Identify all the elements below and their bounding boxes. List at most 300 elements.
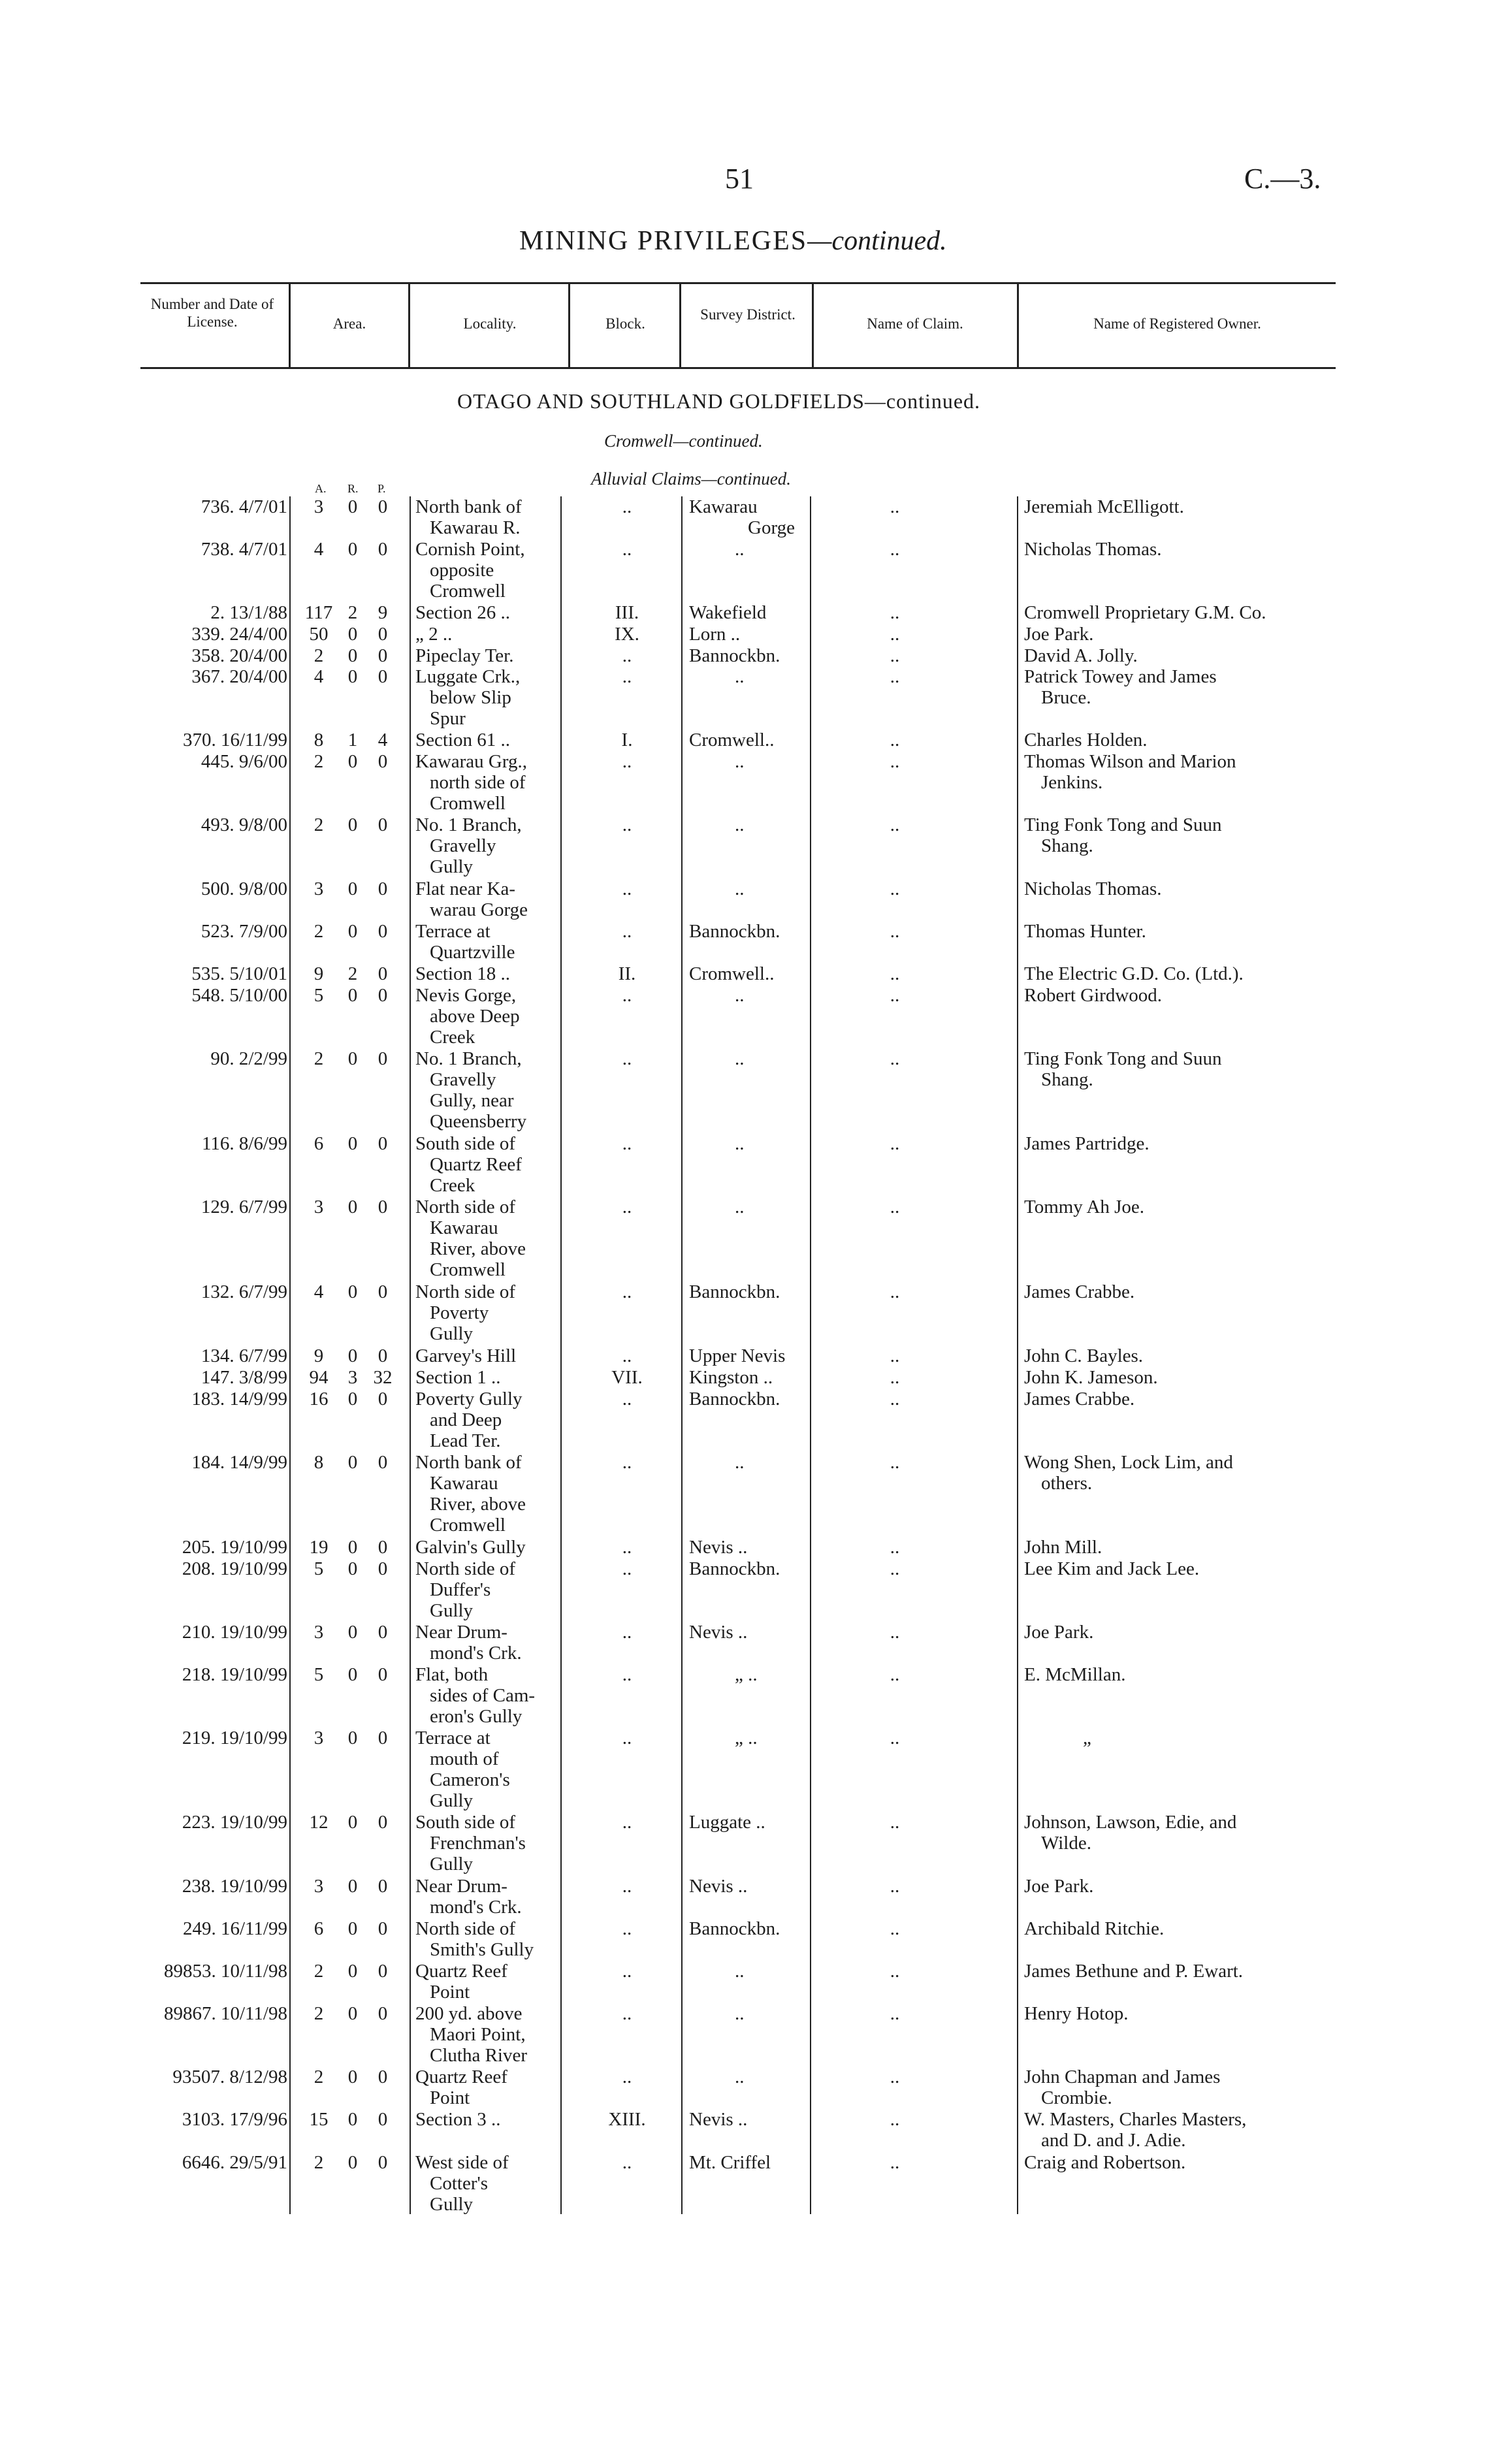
area-perches: 0 [378, 1281, 388, 1302]
area-acres: 15 [309, 2109, 329, 2130]
registered-owner [1024, 645, 1335, 666]
locality [415, 985, 558, 1048]
area-perches: 4 [378, 730, 388, 750]
locality-line: Lead Ter. [430, 1430, 501, 1451]
locality-line: Nevis Gorge, [415, 985, 517, 1006]
survey-district-line: Gorge [748, 517, 795, 538]
registered-owner [1024, 539, 1335, 560]
locality [415, 814, 558, 877]
block: .. [622, 1918, 632, 1939]
claim-name: .. [890, 666, 900, 687]
locality-line: Gully [430, 1600, 474, 1621]
area-roods: 0 [347, 496, 358, 517]
area-acres: 94 [309, 1367, 329, 1388]
locality-line: Section 61 .. [415, 730, 510, 750]
registered-owner [1024, 1389, 1335, 1409]
survey-district [689, 2152, 812, 2173]
claim-name: .. [890, 1537, 900, 1558]
registered-owner [1024, 496, 1335, 517]
locality-line: opposite [430, 560, 494, 581]
registered-owner [1024, 963, 1335, 984]
locality [415, 645, 558, 666]
area-acres: 3 [314, 878, 324, 899]
locality-line: and Deep [430, 1409, 502, 1430]
column-rule-area [289, 496, 291, 2214]
survey-district-line: Kingston .. [689, 1367, 773, 1388]
survey-district-line: Nevis .. [689, 1537, 748, 1558]
license-number-date: 210. 19/10/99 [182, 1622, 287, 1643]
locality [415, 730, 558, 750]
locality [415, 1812, 558, 1874]
area-acres: 16 [309, 1389, 329, 1409]
area-perches: 0 [378, 2152, 388, 2173]
locality-line: Frenchman's [430, 1833, 526, 1854]
owner-line: Jeremiah McElligott. [1024, 496, 1184, 517]
area-perches: 0 [378, 1537, 388, 1558]
survey-district [689, 1345, 812, 1366]
column-header-block: Block. [605, 315, 645, 332]
area-perches: 0 [378, 985, 388, 1006]
block: VII. [611, 1367, 643, 1388]
area-perches: 0 [378, 645, 388, 666]
locality [415, 539, 558, 602]
license-number-date: 358. 20/4/00 [191, 645, 287, 666]
page-title-text: MINING PRIVILEGES [519, 226, 808, 256]
locality-line: Creek [430, 1027, 475, 1048]
area-acres: 8 [314, 1452, 324, 1473]
locality-line: Gravelly [430, 1069, 496, 1090]
area-acres: 50 [309, 624, 329, 645]
survey-district [689, 539, 812, 560]
owner-line: Ting Fonk Tong and Suun [1024, 814, 1222, 835]
registered-owner [1024, 1918, 1335, 1939]
claim-name: .. [890, 751, 900, 772]
area-perches: 0 [378, 1918, 388, 1939]
locality-line: Cotter's [430, 2173, 488, 2194]
owner-line: Lee Kim and Jack Lee. [1024, 1558, 1200, 1579]
area-roods: 0 [347, 1558, 358, 1579]
claim-name: .. [890, 1622, 900, 1643]
claim-name: .. [890, 921, 900, 942]
registered-owner [1024, 1558, 1335, 1579]
area-roods: 0 [347, 921, 358, 942]
locality-line: sides of Cam- [430, 1685, 536, 1706]
owner-line: „ [1083, 1728, 1091, 1748]
locality-line: Gully [430, 1854, 474, 1874]
registered-owner [1024, 1133, 1335, 1154]
survey-district-line: .. [735, 1197, 745, 1217]
license-number-date: 223. 19/10/99 [182, 1812, 287, 1833]
locality-line: Near Drum- [415, 1622, 507, 1643]
owner-line: Shang. [1041, 1069, 1093, 1090]
locality-line: eron's Gully [430, 1706, 523, 1727]
area-roods: 0 [347, 539, 358, 560]
area-perches: 0 [378, 1664, 388, 1685]
locality-line: Queensberry [430, 1111, 527, 1132]
survey-district-line: .. [735, 814, 745, 835]
block: .. [622, 814, 632, 835]
locality-line: above Deep [430, 1006, 520, 1027]
claim-name: .. [890, 963, 900, 984]
locality [415, 1048, 558, 1132]
area-acres: 2 [314, 751, 324, 772]
registered-owner [1024, 2109, 1335, 2151]
area-roods: 0 [347, 1537, 358, 1558]
area-unit-acres: A. [315, 482, 327, 495]
license-number-date: 89867. 10/11/98 [163, 2003, 287, 2024]
survey-district-line: Mt. Criffel [689, 2152, 771, 2173]
locality-line: „ 2 .. [415, 624, 453, 645]
locality [415, 921, 558, 963]
survey-district-line: Upper Nevis [689, 1345, 786, 1366]
area-roods: 0 [347, 1876, 358, 1897]
block: .. [622, 1537, 632, 1558]
locality-line: Cromwell [430, 793, 506, 814]
registered-owner [1024, 1197, 1335, 1217]
block: IX. [615, 624, 639, 645]
claim-name: .. [890, 730, 900, 750]
claim-name: .. [890, 496, 900, 517]
owner-line: Thomas Hunter. [1024, 921, 1146, 942]
area-acres: 19 [309, 1537, 329, 1558]
document-code: C.—3. [1244, 163, 1321, 195]
owner-line: Robert Girdwood. [1024, 985, 1163, 1006]
registered-owner [1024, 1345, 1335, 1366]
area-perches: 0 [378, 1452, 388, 1473]
locality [415, 1367, 558, 1388]
locality-line: 200 yd. above [415, 2003, 523, 2024]
license-number-date: 339. 24/4/00 [191, 624, 287, 645]
claim-name: .. [890, 1345, 900, 1366]
block: .. [622, 2003, 632, 2024]
registered-owner [1024, 624, 1335, 645]
survey-district-line: .. [735, 1452, 745, 1473]
area-acres: 6 [314, 1133, 324, 1154]
area-acres: 2 [314, 2152, 324, 2173]
survey-district-line: Bannockbn. [689, 921, 780, 942]
locality-line: Luggate Crk., [415, 666, 521, 687]
license-number-date: 132. 6/7/99 [201, 1281, 287, 1302]
survey-district-line: .. [735, 666, 745, 687]
locality-line: Poverty [430, 1302, 489, 1323]
area-acres: 9 [314, 963, 324, 984]
area-perches: 0 [378, 666, 388, 687]
license-number-date: 238. 19/10/99 [182, 1876, 287, 1897]
area-acres: 2 [314, 645, 324, 666]
column-rule-survey [681, 496, 683, 2214]
area-roods: 0 [347, 1345, 358, 1366]
registered-owner [1024, 2067, 1335, 2108]
locality-line: Cornish Point, [415, 539, 525, 560]
locality-line: Quartz Reef [415, 2067, 507, 2087]
area-acres: 5 [314, 1558, 324, 1579]
locality-line: River, above [430, 1494, 526, 1515]
owner-line: others. [1041, 1473, 1093, 1494]
survey-district-line: Bannockbn. [689, 1558, 780, 1579]
owner-line: Jenkins. [1041, 772, 1103, 793]
survey-district-line: „ .. [735, 1728, 758, 1748]
registered-owner [1024, 1452, 1335, 1494]
area-roods: 0 [347, 1452, 358, 1473]
claim-name: .. [890, 539, 900, 560]
area-acres: 2 [314, 1961, 324, 1982]
survey-district [689, 1197, 812, 1217]
locality-line: Poverty Gully [415, 1389, 523, 1409]
area-roods: 0 [347, 814, 358, 835]
license-number-date: 535. 5/10/01 [191, 963, 287, 984]
area-acres: 2 [314, 2003, 324, 2024]
block: .. [622, 2067, 632, 2087]
survey-district-line: Bannockbn. [689, 1281, 780, 1302]
survey-district-line: „ .. [735, 1664, 758, 1685]
license-number-date: 500. 9/8/00 [201, 878, 287, 899]
survey-district [689, 1876, 812, 1897]
claims-type-heading: Alluvial Claims—continued. [591, 469, 791, 489]
license-number-date: 218. 19/10/99 [182, 1664, 287, 1685]
registered-owner [1024, 1664, 1335, 1685]
owner-line: E. McMillan. [1024, 1664, 1126, 1685]
registered-owner [1024, 666, 1335, 708]
area-unit-roods: R. [347, 482, 359, 495]
claim-name: .. [890, 1812, 900, 1833]
locality-line: Quartzville [430, 942, 515, 963]
locality [415, 2109, 558, 2130]
license-number-date: 184. 14/9/99 [191, 1452, 287, 1473]
registered-owner [1024, 1728, 1335, 1748]
locality-line: Clutha River [430, 2045, 528, 2066]
locality-line: North side of [415, 1558, 516, 1579]
survey-district [689, 1558, 812, 1579]
owner-line: Henry Hotop. [1024, 2003, 1129, 2024]
locality [415, 1876, 558, 1918]
claim-name: .. [890, 1558, 900, 1579]
locality-line: Section 18 .. [415, 963, 510, 984]
area-acres: 3 [314, 1197, 324, 1217]
claim-name: .. [890, 2152, 900, 2173]
survey-district [689, 1389, 812, 1409]
license-number-date: 205. 19/10/99 [182, 1537, 287, 1558]
area-perches: 0 [378, 1389, 388, 1409]
area-acres: 2 [314, 814, 324, 835]
claim-name: .. [890, 878, 900, 899]
owner-line: Joe Park. [1024, 1876, 1094, 1897]
registered-owner [1024, 602, 1335, 623]
block: .. [622, 1558, 632, 1579]
area-perches: 0 [378, 878, 388, 899]
area-acres: 3 [314, 1876, 324, 1897]
owner-line: Joe Park. [1024, 624, 1094, 645]
locality-line: Flat near Ka- [415, 878, 515, 899]
license-number-date: 3103. 17/9/96 [182, 2109, 287, 2130]
survey-district [689, 985, 812, 1006]
area-acres: 12 [309, 1812, 329, 1833]
area-perches: 0 [378, 814, 388, 835]
license-number-date: 93507. 8/12/98 [172, 2067, 287, 2087]
claim-name: .. [890, 1048, 900, 1069]
locality-line: mond's Crk. [430, 1643, 522, 1664]
survey-district [689, 814, 812, 835]
locality-line: Gully [430, 1323, 474, 1344]
survey-district [689, 878, 812, 899]
block: .. [622, 751, 632, 772]
header-divider [408, 282, 410, 368]
license-number-date: 736. 4/7/01 [201, 496, 287, 517]
area-acres: 6 [314, 1918, 324, 1939]
column-rule-locality [410, 496, 411, 2214]
locality-line: North side of [415, 1197, 516, 1217]
locality-line: Creek [430, 1175, 475, 1196]
area-perches: 0 [378, 1345, 388, 1366]
block: .. [622, 1876, 632, 1897]
area-roods: 1 [347, 730, 358, 750]
registered-owner [1024, 985, 1335, 1006]
block: II. [618, 963, 636, 984]
locality [415, 1918, 558, 1960]
owner-line: Patrick Towey and James [1024, 666, 1217, 687]
locality-line: Gully [430, 1790, 474, 1811]
owner-line: James Crabbe. [1024, 1281, 1135, 1302]
registered-owner [1024, 878, 1335, 899]
area-acres: 9 [314, 1345, 324, 1366]
owner-line: Charles Holden. [1024, 730, 1148, 750]
owner-line: Craig and Robertson. [1024, 2152, 1186, 2173]
claim-name: .. [890, 1389, 900, 1409]
locality [415, 1133, 558, 1196]
block: .. [622, 985, 632, 1006]
column-header-locality: Locality. [463, 315, 517, 332]
survey-district-line: Luggate .. [689, 1812, 765, 1833]
registered-owner [1024, 2003, 1335, 2024]
survey-district [689, 2109, 812, 2130]
locality [415, 1281, 558, 1344]
area-roods: 0 [347, 878, 358, 899]
survey-district [689, 602, 812, 623]
owner-line: W. Masters, Charles Masters, [1024, 2109, 1247, 2130]
license-number-date: 493. 9/8/00 [201, 814, 287, 835]
locality-line: Section 3 .. [415, 2109, 501, 2130]
survey-district-line: .. [735, 878, 745, 899]
locality-line: Maori Point, [430, 2024, 526, 2045]
locality-line: Kawarau R. [430, 517, 521, 538]
area-perches: 0 [378, 2003, 388, 2024]
survey-district-line: Nevis .. [689, 2109, 748, 2130]
survey-district-line: Cromwell.. [689, 730, 775, 750]
claim-name: .. [890, 645, 900, 666]
locality-line: Smith's Gully [430, 1939, 534, 1960]
area-roods: 0 [347, 1918, 358, 1939]
locality [415, 1558, 558, 1621]
claim-name: .. [890, 1281, 900, 1302]
area-perches: 0 [378, 1728, 388, 1748]
area-perches: 0 [378, 963, 388, 984]
block: .. [622, 921, 632, 942]
locality [415, 1197, 558, 1280]
area-perches: 0 [378, 2109, 388, 2130]
survey-district [689, 2067, 812, 2087]
claim-name: .. [890, 602, 900, 623]
survey-district-line: .. [735, 1961, 745, 1982]
owner-line: Ting Fonk Tong and Suun [1024, 1048, 1222, 1069]
owner-line: Bruce. [1041, 687, 1091, 708]
claim-name: .. [890, 1664, 900, 1685]
license-number-date: 523. 7/9/00 [201, 921, 287, 942]
license-number-date: 129. 6/7/99 [201, 1197, 287, 1217]
locality-line: Duffer's [430, 1579, 491, 1600]
claim-name: .. [890, 1452, 900, 1473]
registered-owner [1024, 1622, 1335, 1643]
page-number: 51 [725, 163, 754, 195]
block: I. [621, 730, 633, 750]
owner-line: John K. Jameson. [1024, 1367, 1158, 1388]
page-title-suffix: —continued. [807, 226, 947, 256]
area-roods: 0 [347, 2003, 358, 2024]
registered-owner [1024, 1048, 1335, 1090]
claim-name: .. [890, 1918, 900, 1939]
area-perches: 0 [378, 496, 388, 517]
owner-line: Thomas Wilson and Marion [1024, 751, 1236, 772]
locality [415, 2152, 558, 2215]
survey-district-line: .. [735, 1048, 745, 1069]
survey-district-line: .. [735, 985, 745, 1006]
area-roods: 0 [347, 1389, 358, 1409]
locality-line: Garvey's Hill [415, 1345, 517, 1366]
license-number-date: 2. 13/1/88 [210, 602, 287, 623]
block: .. [622, 1048, 632, 1069]
locality [415, 1389, 558, 1451]
area-acres: 8 [314, 730, 324, 750]
registered-owner [1024, 1367, 1335, 1388]
area-acres: 117 [304, 602, 333, 623]
block: .. [622, 1345, 632, 1366]
registered-owner [1024, 1876, 1335, 1897]
area-roods: 0 [347, 985, 358, 1006]
block: .. [622, 2152, 632, 2173]
area-roods: 3 [347, 1367, 358, 1388]
license-number-date: 90. 2/2/99 [210, 1048, 287, 1069]
survey-district [689, 1452, 812, 1473]
area-roods: 0 [347, 666, 358, 687]
block: .. [622, 645, 632, 666]
area-roods: 0 [347, 1812, 358, 1833]
locality [415, 1961, 558, 2003]
area-roods: 0 [347, 2152, 358, 2173]
owner-line: Shang. [1041, 835, 1093, 856]
block: .. [622, 1281, 632, 1302]
registered-owner [1024, 1537, 1335, 1558]
locality [415, 878, 558, 920]
registered-owner [1024, 1281, 1335, 1302]
owner-line: Wong Shen, Lock Lim, and [1024, 1452, 1233, 1473]
locality-line: Terrace at [415, 921, 491, 942]
locality-line: No. 1 Branch, [415, 1048, 522, 1069]
area-perches: 0 [378, 1876, 388, 1897]
column-header-survey: Survey District. [700, 306, 796, 323]
survey-district [689, 1281, 812, 1302]
survey-district-line: Nevis .. [689, 1622, 748, 1643]
area-perches: 0 [378, 539, 388, 560]
owner-line: and D. and J. Adie. [1041, 2130, 1186, 2151]
owner-line: Joe Park. [1024, 1622, 1094, 1643]
block: .. [622, 1133, 632, 1154]
block: .. [622, 539, 632, 560]
area-acres: 2 [314, 921, 324, 942]
license-number-date: 370. 16/11/99 [182, 730, 287, 750]
claim-name: .. [890, 624, 900, 645]
owner-line: The Electric G.D. Co. (Ltd.). [1024, 963, 1244, 984]
owner-line: Nicholas Thomas. [1024, 539, 1162, 560]
locality [415, 751, 558, 814]
claim-name: .. [890, 985, 900, 1006]
